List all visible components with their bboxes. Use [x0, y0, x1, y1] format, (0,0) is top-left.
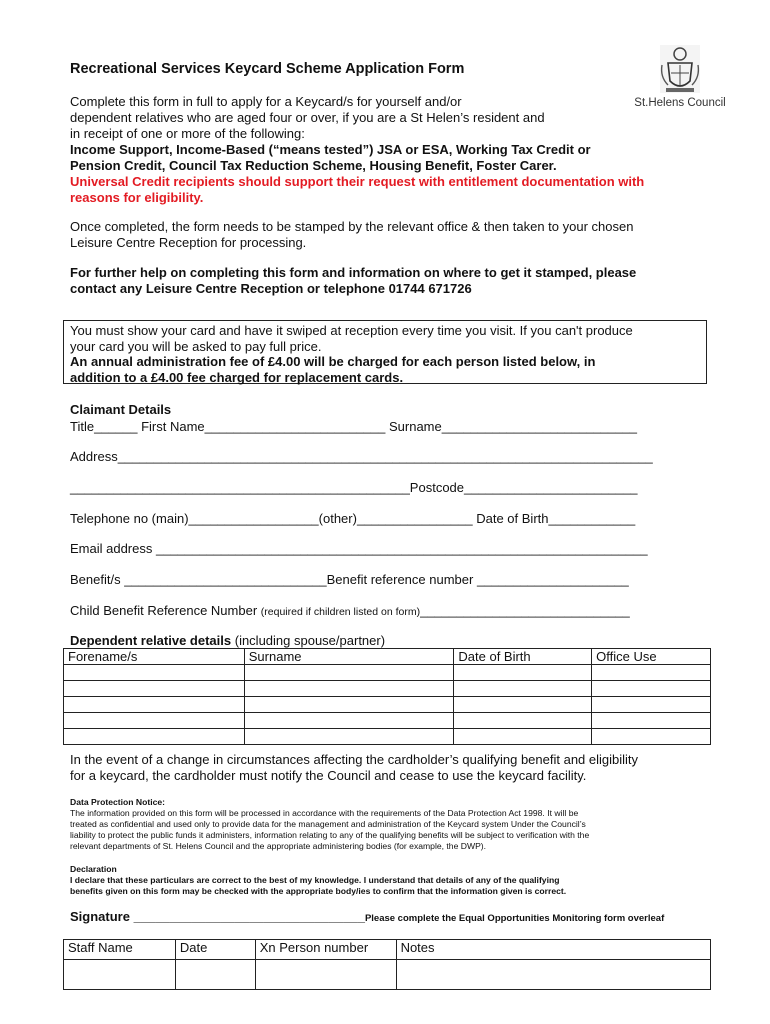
change-line: for a keycard, the cardholder must notify the Council and cease to use the keycard facility. [70, 768, 587, 783]
telephone-row[interactable]: Telephone no (main)__________________(other)________________ Date of Birth____________ [70, 511, 636, 526]
intro-line: Complete this form in full to apply for a Keycard/s for yourself and/or [70, 94, 462, 109]
benefit-line: Income Support, Income-Based (“means tested”) JSA or ESA, Working Tax Credit or [70, 142, 591, 157]
benefit-line: Pension Credit, Council Tax Reduction Scheme, Housing Benefit, Foster Carer. [70, 158, 557, 173]
intro-line: dependent relatives who are aged four or over, if you are a St Helen’s resident and [70, 110, 545, 125]
help-line: contact any Leisure Centre Reception or telephone 01744 671726 [70, 281, 472, 296]
staff-header-row [64, 940, 711, 960]
dp-line: treated as confidential and used only to provide data for the management and administration of the Keycard system Under the Council’s [70, 819, 586, 829]
col-date: Date [175, 940, 255, 960]
child-benefit-note: (required if children listed on form) [260, 606, 421, 618]
eligible-benefits [70, 142, 710, 174]
claimant-heading: Claimant Details [70, 402, 172, 417]
col-forename: Forename/s [64, 649, 245, 665]
stamp-line: Leisure Centre Reception for processing. [70, 235, 307, 250]
declaration-line: benefits given on this form may be checked with the appropriate body/ies to confirm that the information given is correct. [70, 886, 567, 896]
notice-line: An annual administration fee of £4.00 will be charged for each person listed below, in [70, 354, 596, 369]
dependents-heading-bold: Dependent relative details [70, 633, 232, 648]
notice-line: your card you will be asked to pay full price. [70, 338, 322, 354]
email-row[interactable]: Email address ____________________________________________________________________ [70, 541, 648, 556]
universal-credit-notice [70, 174, 720, 206]
staff-table [63, 939, 711, 990]
intro-line: in receipt of one or more of the following: [70, 126, 305, 141]
notice-line: You must show your card and have it swiped at reception every time you visit. If you can't produce [70, 323, 633, 338]
logo-text: St.Helens Council [634, 97, 726, 109]
table-header-row [64, 649, 711, 665]
declaration-heading: Declaration [70, 864, 117, 874]
table-row[interactable] [64, 713, 711, 729]
name-row[interactable]: Title______ First Name_________________________ Surname___________________________ [70, 419, 637, 434]
change-line: In the event of a change in circumstances affecting the cardholder’s qualifying benefit and eligibility [70, 752, 639, 767]
equal-opportunities-note: Please complete the Equal Opportunities Monitoring form overleaf [364, 913, 665, 924]
intro-text [70, 94, 600, 142]
help-text [70, 265, 720, 297]
table-row[interactable] [64, 729, 711, 745]
address-row[interactable]: Address__________________________________________________________________________ [70, 449, 653, 464]
fee-notice-box [63, 320, 707, 384]
change-notice [70, 752, 720, 784]
table-row[interactable] [64, 665, 711, 681]
child-benefit-label: Child Benefit Reference Number [70, 603, 261, 618]
dependents-heading-rest: (including spouse/partner) [231, 633, 386, 648]
signature-row[interactable] [70, 909, 664, 924]
notice-line: addition to a £4.00 fee charged for replacement cards. [70, 369, 404, 385]
col-xn-person-number: Xn Person number [255, 940, 396, 960]
table-row[interactable] [64, 960, 711, 990]
col-office-use: Office Use [592, 649, 711, 665]
col-staff-name: Staff Name [64, 940, 176, 960]
child-benefit-row[interactable] [70, 603, 630, 618]
table-row[interactable] [64, 681, 711, 697]
data-protection-heading: Data Protection Notice: [70, 797, 166, 807]
col-notes: Notes [396, 940, 710, 960]
dp-line: liability to protect the public funds it administers, information relating to any of the qualifying benefits will be subject to verification with the [70, 830, 590, 840]
col-surname: Surname [244, 649, 454, 665]
red-line: Universal Credit recipients should support their request with entitlement documentation with [70, 174, 645, 189]
table-row[interactable] [64, 697, 711, 713]
help-line: For further help on completing this form and information on where to get it stamped, please [70, 265, 637, 280]
stamp-line: Once completed, the form needs to be stamped by the relevant office & then taken to your chosen [70, 219, 634, 234]
declaration [70, 864, 700, 897]
stamp-instructions [70, 219, 720, 251]
dp-line: The information provided on this form will be processed in accordance with the requirements of the Data Protection Act 1998. It will be [70, 808, 579, 818]
signature-label[interactable]: Signature ________________________________ [70, 909, 365, 924]
crest-icon [658, 45, 702, 95]
dependents-heading [70, 633, 385, 648]
dp-line: relevant departments of St. Helens Council and the appropriate administering bodies (for example, the DWP). [70, 841, 487, 851]
postcode-row[interactable]: _______________________________________________Postcode________________________ [70, 480, 638, 495]
page-title: Recreational Services Keycard Scheme Application Form [70, 61, 465, 77]
benefit-row[interactable]: Benefit/s ____________________________Benefit reference number _____________________ [70, 572, 629, 587]
declaration-line: I declare that these particulars are correct to the best of my knowledge. I understand that details of any of the qualifying [70, 875, 560, 885]
dependents-table [63, 648, 711, 745]
child-benefit-line[interactable]: _____________________________ [420, 603, 630, 618]
col-dob: Date of Birth [454, 649, 592, 665]
council-logo [620, 45, 740, 125]
data-protection-notice [70, 797, 700, 852]
red-line: reasons for eligibility. [70, 190, 204, 205]
